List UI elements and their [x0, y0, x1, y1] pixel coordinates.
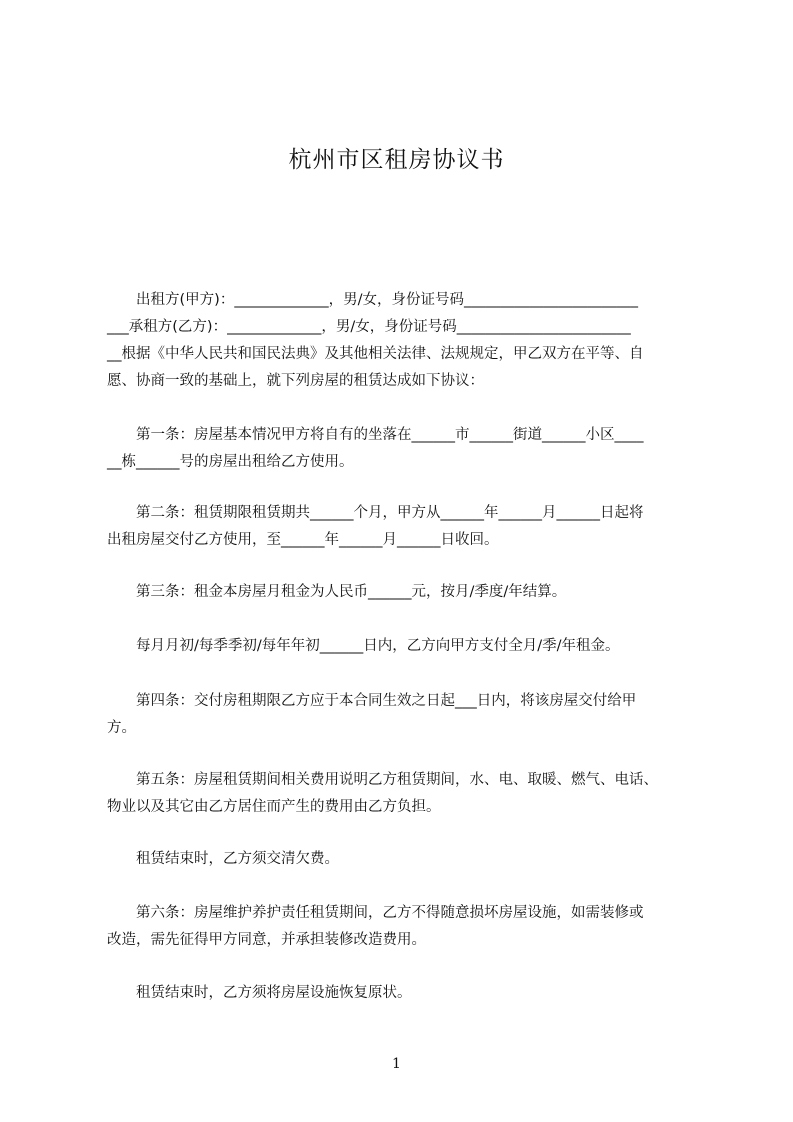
article-6-restore-paragraph — [107, 980, 701, 1007]
article-4-paragraph — [107, 688, 701, 742]
text-line: 第五条：房屋租赁期间相关费用说明乙方租赁期间，水、电、取暖、燃气、电话、 — [107, 772, 658, 788]
text-line: 第三条：租金本房屋月租金为人民币______元，按月/季度/年结算。 — [107, 584, 567, 600]
text-line: ___承租方(乙方)：_____________，男/女，身份证号码________________________ — [107, 319, 631, 335]
article-6-paragraph — [107, 900, 701, 954]
text-line: __根据《中华人民共和国民法典》及其他相关法律、法规规定，甲乙双方在平等、自 — [107, 346, 644, 362]
text-line: 第二条：租赁期限租赁期共______个月，甲方从______年______月______日起将 — [107, 505, 644, 521]
text-line: 每月月初/每季季初/每年年初______日内，乙方向甲方支付全月/季/年租金。 — [107, 638, 620, 654]
text-line: 第六条：房屋维护养护责任租赁期间，乙方不得随意损坏房屋设施，如需装修或 — [107, 905, 644, 921]
page-number: 1 — [392, 1056, 401, 1072]
article-3-payment-paragraph — [107, 633, 701, 660]
article-2-paragraph — [107, 500, 701, 554]
text-line: 改造，需先征得甲方同意，并承担装修改造费用。 — [107, 932, 426, 948]
document-title: 杭州市区租房协议书 — [288, 147, 505, 173]
text-line: 第一条：房屋基本情况甲方将自有的坐落在______市______街道______小区____ — [107, 427, 644, 443]
article-3-paragraph — [107, 579, 701, 606]
text-line: 物业以及其它由乙方居住而产生的费用由乙方负担。 — [107, 799, 441, 815]
text-line: 第四条：交付房租期限乙方应于本合同生效之日起___日内，将该房屋交付给甲 — [107, 693, 637, 709]
parties-paragraph — [107, 287, 701, 395]
article-5-paragraph — [107, 767, 701, 821]
text-line: 愿、协商一致的基础上，就下列房屋的租赁达成如下协议： — [107, 373, 484, 389]
text-line: 租赁结束时，乙方须交清欠费。 — [107, 851, 339, 867]
text-line: 租赁结束时，乙方须将房屋设施恢复原状。 — [107, 985, 412, 1001]
text-line: 出租房屋交付乙方使用，至______年______月______日收回。 — [107, 532, 499, 548]
article-5-settlement-paragraph — [107, 846, 701, 873]
text-line: __栋______号的房屋出租给乙方使用。 — [107, 454, 354, 470]
text-line: 方。 — [107, 720, 136, 736]
article-1-paragraph — [107, 422, 701, 476]
text-line: 出租方(甲方)：_____________，男/女，身份证号码________________________ — [107, 292, 638, 308]
